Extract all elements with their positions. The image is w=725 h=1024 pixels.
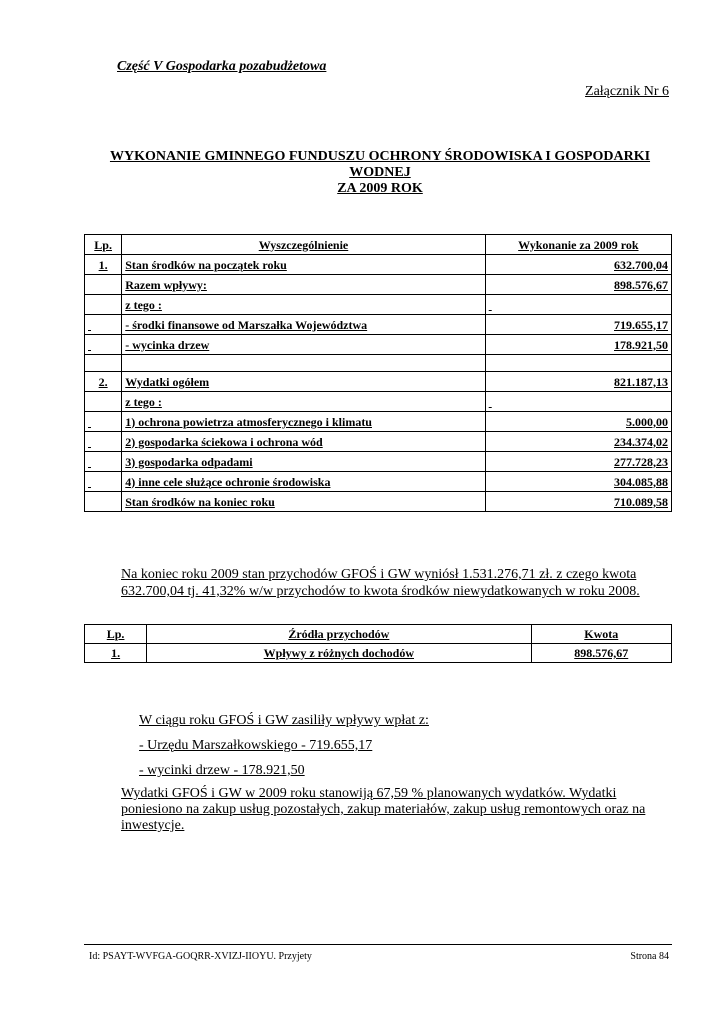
- row-amount: 898.576,67: [531, 644, 672, 663]
- inflows-intro: W ciągu roku GFOŚ i GW zasiliły wpływy wpłat z:: [139, 713, 429, 728]
- row-value: 178.921,50: [485, 335, 671, 355]
- row-lp: [85, 432, 122, 452]
- inflow-tree-cutting: - wycinki drzew - 178.921,50: [139, 763, 305, 778]
- annex-label: Załącznik Nr 6: [585, 84, 669, 99]
- table-header-row: [85, 625, 672, 644]
- row-lp: [85, 275, 122, 295]
- table-header-row: [85, 235, 672, 255]
- row-description: 1) ochrona powietrza atmosferycznego i klimatu: [122, 412, 485, 432]
- row-value: [485, 392, 671, 412]
- row-lp: [85, 335, 122, 355]
- row-lp: 1.: [85, 255, 122, 275]
- title-line-3: ZA 2009 ROK: [337, 181, 423, 196]
- revenue-sources-table: [84, 624, 672, 663]
- row-value: 821.187,13: [485, 372, 671, 392]
- row-value: 277.728,23: [485, 452, 671, 472]
- row-value: 304.085,88: [485, 472, 671, 492]
- row-lp: 2.: [85, 372, 122, 392]
- row-lp: [85, 392, 122, 412]
- row-source: Wpływy z różnych dochodów: [147, 644, 531, 663]
- header-execution: Wykonanie za 2009 rok: [485, 235, 671, 255]
- row-lp: 1.: [85, 644, 147, 663]
- row-lp: [85, 412, 122, 432]
- row-description: z tego :: [122, 295, 485, 315]
- row-description: Razem wpływy:: [122, 275, 485, 295]
- row-lp: [85, 355, 122, 372]
- row-value: [485, 295, 671, 315]
- table-row: [85, 472, 672, 492]
- table-row: [85, 492, 672, 512]
- row-description: 3) gospodarka odpadami: [122, 452, 485, 472]
- table-row: [85, 644, 672, 663]
- row-description: Stan środków na początek roku: [122, 255, 485, 275]
- table-row: [85, 452, 672, 472]
- header-sources: Źródła przychodów: [147, 625, 531, 644]
- table-row: [85, 335, 672, 355]
- document-title: [80, 149, 680, 197]
- section-heading: Część V Gospodarka pozabudżetowa: [117, 59, 327, 74]
- row-description: - wycinka drzew: [122, 335, 485, 355]
- table-row: [85, 295, 672, 315]
- row-lp: [85, 472, 122, 492]
- row-lp: [85, 492, 122, 512]
- table-row: [85, 275, 672, 295]
- table-row: [85, 432, 672, 452]
- table-row: [85, 315, 672, 335]
- row-lp: [85, 295, 122, 315]
- row-description: Stan środków na koniec roku: [122, 492, 485, 512]
- expenses-paragraph: Wydatki GFOŚ i GW w 2009 roku stanowiją 67,59 % planowanych wydatków. Wydatki poniesiono na zakup usług pozostałych, zakup materiałów, zakup usług remontowych oraz na inwestycje.: [121, 786, 646, 833]
- row-value: 5.000,00: [485, 412, 671, 432]
- title-line-2: WODNEJ: [349, 165, 411, 180]
- execution-table: [84, 234, 672, 512]
- row-value: 719.655,17: [485, 315, 671, 335]
- header-description: Wyszczególnienie: [122, 235, 485, 255]
- inflow-marshal-office: - Urzędu Marszałkowskiego - 719.655,17: [139, 738, 373, 753]
- row-description: 2) gospodarka ściekowa i ochrona wód: [122, 432, 485, 452]
- row-description: z tego :: [122, 392, 485, 412]
- row-value: 234.374,02: [485, 432, 671, 452]
- table-row-empty: [85, 355, 672, 372]
- row-lp: [85, 315, 122, 335]
- footer-page-number: Strona 84: [630, 951, 669, 962]
- table-row: [85, 255, 672, 275]
- row-value: 632.700,04: [485, 255, 671, 275]
- row-value: 898.576,67: [485, 275, 671, 295]
- table-row: [85, 392, 672, 412]
- footer-document-id: Id: PSAYT-WVFGA-GOQRR-XVIZJ-IIOYU. Przyjety: [89, 951, 312, 962]
- row-lp: [85, 452, 122, 472]
- summary-paragraph: Na koniec roku 2009 stan przychodów GFOŚ i GW wyniósł 1.531.276,71 zł. z czego kwota 632.700,04 tj. 41,32% w/w przychodów to kwota środków niewydatkowanych w roku 2008.: [121, 567, 640, 599]
- table-row: [85, 412, 672, 432]
- title-line-1: WYKONANIE GMINNEGO FUNDUSZU OCHRONY ŚRODOWISKA I GOSPODARKI: [109, 149, 651, 164]
- footer-divider: [84, 944, 672, 945]
- row-description: Wydatki ogółem: [122, 372, 485, 392]
- table-row: [85, 372, 672, 392]
- header-lp: Lp.: [85, 235, 122, 255]
- row-value: 710.089,58: [485, 492, 671, 512]
- header-lp: Lp.: [85, 625, 147, 644]
- row-description: - środki finansowe od Marszałka Województwa: [122, 315, 485, 335]
- row-description: 4) inne cele służące ochronie środowiska: [122, 472, 485, 492]
- row-description: [122, 355, 485, 372]
- header-amount: Kwota: [531, 625, 672, 644]
- row-value: [485, 355, 671, 372]
